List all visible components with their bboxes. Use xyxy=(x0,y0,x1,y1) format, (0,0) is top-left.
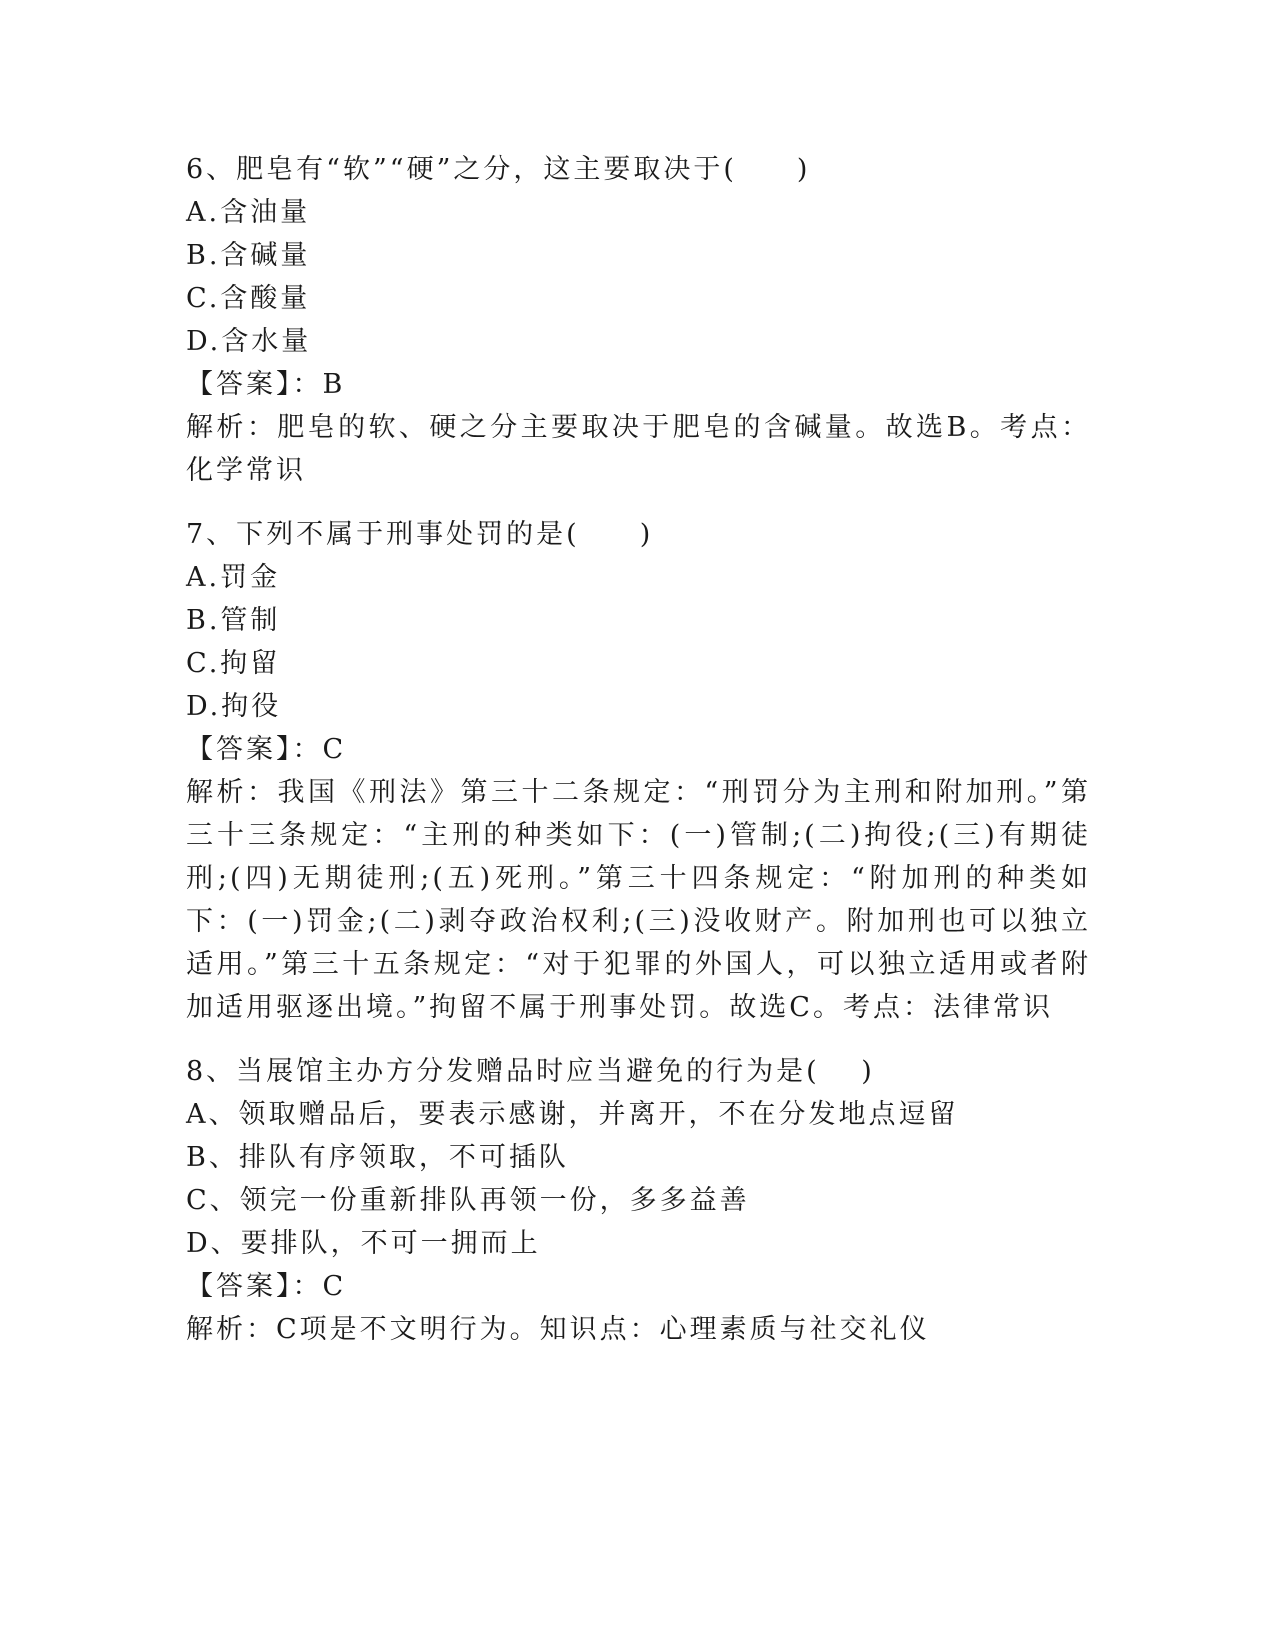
option-b: B、排队有序领取，不可插队 xyxy=(186,1142,569,1173)
analysis-text: 解析：C项是不文明行为。知识点：心理素质与社交礼仪 xyxy=(186,1314,930,1345)
question-stem: 8、当展馆主办方分发赠品时应当避免的行为是( ) xyxy=(186,1056,875,1087)
question-7 xyxy=(186,513,1091,1029)
option-a: A.罚金 xyxy=(186,562,281,593)
option-c: C.拘留 xyxy=(186,648,281,679)
page-content xyxy=(186,148,1091,1351)
option-d: D.含水量 xyxy=(186,326,312,357)
question-spacer xyxy=(186,492,1091,513)
answer-line: 【答案】：C xyxy=(186,734,347,765)
question-8 xyxy=(186,1050,1091,1351)
option-d: D、要排队，不可一拥而上 xyxy=(186,1228,541,1259)
option-b: B.含碱量 xyxy=(186,240,311,271)
option-a: A.含油量 xyxy=(186,197,311,228)
question-stem: 7、下列不属于刑事处罚的是( ) xyxy=(186,519,654,550)
option-c: C、领完一份重新排队再领一份，多多益善 xyxy=(186,1185,750,1216)
option-d: D.拘役 xyxy=(186,691,282,722)
option-a: A、领取赠品后，要表示感谢，并离开，不在分发地点逗留 xyxy=(186,1099,959,1130)
question-spacer xyxy=(186,1029,1091,1050)
option-b: B.管制 xyxy=(186,605,281,636)
answer-line: 【答案】：B xyxy=(186,369,346,400)
option-c: C.含酸量 xyxy=(186,283,311,314)
answer-line: 【答案】：C xyxy=(186,1271,347,1302)
question-6 xyxy=(186,148,1091,492)
question-stem: 6、肥皂有“软”“硬”之分，这主要取决于( ) xyxy=(186,154,811,185)
analysis-text: 解析：我国《刑法》第三十二条规定：“刑罚分为主刑和附加刑。”第三十三条规定：“主刑的种类如下：(一)管制;(二)拘役;(三)有期徒刑;(四)无期徒刑;(五)死刑。”第三十四条规定：“附加刑的种类如下：(一)罚金;(二)剥夺政治权利;(三)没收财产。附加刑也可以独立适用。”第三十五条规定：“对于犯罪的外国人，可以独立适用或者附加适用驱逐出境。”拘留不属于刑事处罚。故选C。考点：法律常识 xyxy=(186,777,1091,1023)
analysis-text: 解析：肥皂的软、硬之分主要取决于肥皂的含碱量。故选B。考点：化学常识 xyxy=(186,412,1091,486)
